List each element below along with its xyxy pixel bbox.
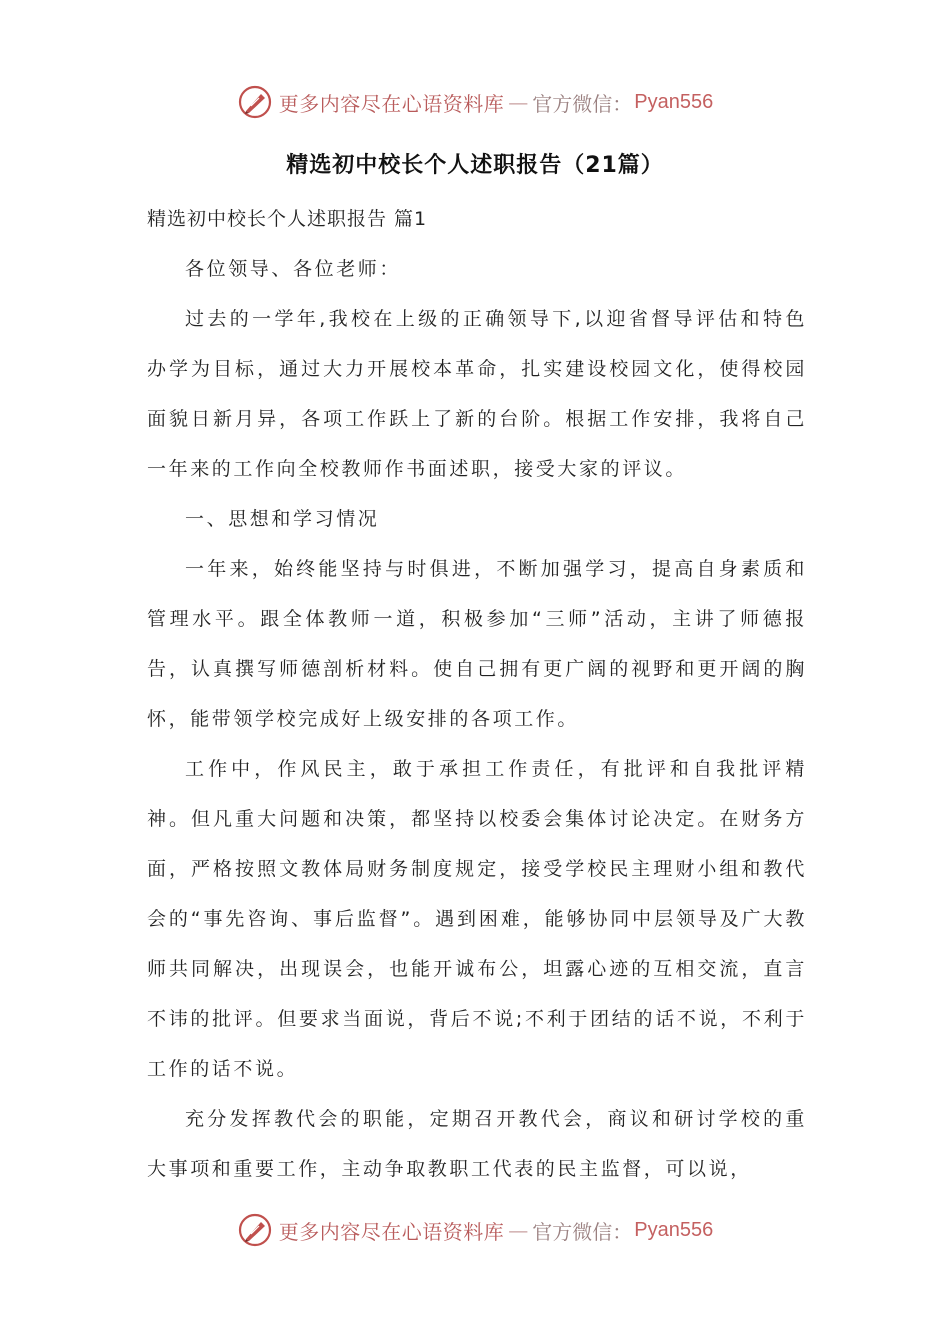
banner-wechat-id: Pyan556 <box>634 90 714 113</box>
banner-dash: — <box>508 90 529 114</box>
paragraph: 一年来，始终能坚持与时俱进，不断加强学习，提高自身素质和管理水平。跟全体教师一道，积极参加“三师”活动，主讲了师德报告，认真撰写师德剖析材料。使自己拥有更广阔的视野和更开阔的胸怀，能带领学校完成好上级安排的各项工作。 <box>147 558 807 730</box>
banner-dash: — <box>508 1218 529 1242</box>
banner-wechat-id: Pyan556 <box>634 1218 714 1241</box>
banner-brand: 更多内容尽在心语资料库 <box>278 1219 505 1244</box>
document-subtitle: 精选初中校长个人述职报告 篇1 <box>147 208 428 230</box>
header-banner <box>0 80 950 124</box>
footer-banner <box>0 1208 950 1252</box>
pen-nib-icon <box>237 1212 273 1248</box>
banner-wechat-label: 官方微信： <box>532 1219 633 1244</box>
document-title: 精选初中校长个人述职报告（21篇） <box>286 153 664 178</box>
pen-nib-icon <box>237 84 273 120</box>
banner-brand: 更多内容尽在心语资料库 <box>278 91 505 116</box>
document-body <box>147 244 807 1194</box>
paragraph: 充分发挥教代会的职能，定期召开教代会，商议和研讨学校的重大事项和重要工作，主动争取教职工代表的民主监督，可以说， <box>147 1108 807 1180</box>
paragraph: 过去的一学年,我校在上级的正确领导下,以迎省督导评估和特色办学为目标，通过大力开展校本革命，扎实建设校园文化，使得校园面貌日新月异，各项工作跃上了新的台阶。根据工作安排，我将自己一年来的工作向全校教师作书面述职，接受大家的评议。 <box>147 308 807 480</box>
banner-wechat-label: 官方微信： <box>532 91 633 116</box>
paragraph: 工作中，作风民主，敢于承担工作责任，有批评和自我批评精神。但凡重大问题和决策，都坚持以校委会集体讨论决定。在财务方面，严格按照文教体局财务制度规定，接受学校民主理财小组和教代会的“事先咨询、事后监督”。遇到困难，能够协同中层领导及广大教师共同解决，出现误会，也能开诚布公，坦露心迹的互相交流，直言不讳的批评。但要求当面说，背后不说;不利于团结的话不说，不利于工作的话不说。 <box>147 758 807 1080</box>
section-heading: 一、思想和学习情况 <box>185 508 380 530</box>
paragraph-salutation: 各位领导、各位老师： <box>185 258 402 280</box>
